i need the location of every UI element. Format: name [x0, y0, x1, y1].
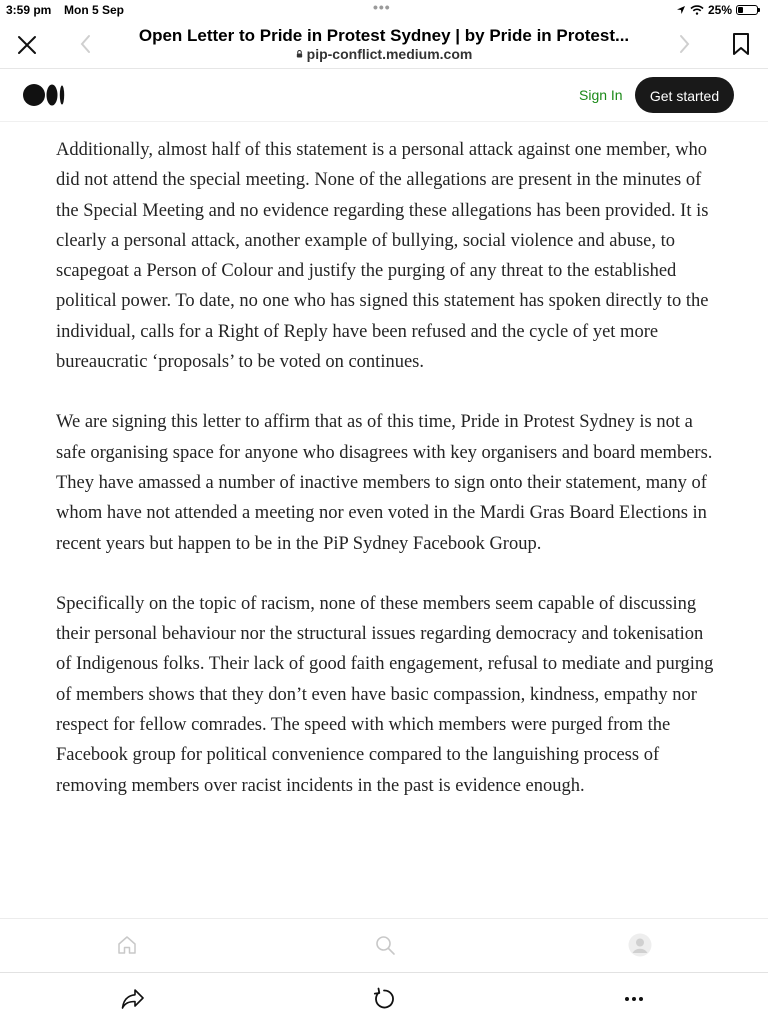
back-button[interactable]	[76, 31, 96, 57]
article-paragraph: Additionally, almost half of this statement is a personal attack against one member, who did not attend the special meeting. None of the allegations are present in the minutes of the Special Meeting and no evidence regarding these allegations has been provided. It is clearly a personal attack, another example of bullying, social violence and abuse, to scapegoat a Person of Colour and justify the purging of any threat to the established political power. To date, no one who has signed this statement has spoken directly to the individual, calls for a Right of Reply have been refused and the cycle of yet more bureaucratic ‘proposals’ to be voted on continues.	[56, 140, 709, 373]
location-icon	[676, 5, 686, 15]
lock-icon	[296, 50, 303, 58]
wifi-icon	[690, 5, 704, 15]
sign-in-link[interactable]: Sign In	[579, 87, 623, 103]
close-button[interactable]	[14, 32, 40, 58]
status-bar	[0, 0, 768, 20]
home-icon	[116, 934, 138, 956]
article-paragraph: We are signing this letter to affirm that as of this time, Pride in Protest Sydney is not a safe organising space for anyone who disagrees with key organisers and board members. They have amassed a number of inactive members to sign onto their statement, many of whom have not attended a meeting nor even voted in the Mardi Gras Board Elections in recent years but happen to be in the PiP Sydney Facebook Group.	[56, 412, 713, 554]
battery-icon	[736, 5, 758, 15]
url-text: pip-conflict.medium.com	[306, 46, 473, 62]
article-body	[56, 135, 716, 831]
status-right	[676, 3, 758, 17]
reload-icon	[371, 986, 397, 1012]
home-tab[interactable]	[116, 934, 138, 956]
page-title: Open Letter to Pride in Protest Sydney | by Pride in Protest...	[138, 26, 630, 45]
profile-icon	[628, 933, 652, 957]
close-icon	[14, 32, 40, 58]
profile-tab[interactable]	[628, 933, 652, 957]
medium-logo[interactable]	[22, 83, 66, 107]
site-header	[0, 69, 768, 122]
share-button[interactable]	[120, 987, 146, 1011]
multitasking-dots[interactable]: •••	[373, 0, 391, 15]
browser-top-bar	[0, 20, 768, 69]
title-url-area[interactable]	[110, 26, 658, 62]
status-date: Mon 5 Sep	[64, 3, 125, 17]
more-button[interactable]	[622, 986, 646, 1012]
get-started-button[interactable]: Get started	[635, 77, 734, 113]
search-icon	[374, 934, 396, 956]
battery-fill	[738, 7, 743, 13]
more-icon	[622, 986, 646, 1012]
url-row	[110, 46, 658, 62]
bookmark-icon	[730, 31, 752, 57]
article-paragraph: Specifically on the topic of racism, none of these members seem capable of discussing their personal behaviour nor the structural issues regarding democracy and tokenisation of Indigenous folks. Their lack of good faith engagement, refusal to mediate and purging of members shows that they don’t even have basic compassion, kindness, empathy nor respect for fellow comrades. The speed with which members were purged from the Facebook group for political convenience compared to the languishing process of removing members over racist incidents in the past is evidence enough.	[56, 593, 714, 796]
chevron-right-icon	[674, 31, 694, 57]
battery-percent: 25%	[707, 3, 732, 17]
reload-button[interactable]	[371, 986, 397, 1012]
status-time: 3:59 pm	[6, 3, 52, 17]
forward-button[interactable]	[674, 31, 694, 57]
search-tab[interactable]	[374, 934, 396, 956]
share-icon	[120, 987, 146, 1011]
browser-toolbar	[0, 972, 768, 1025]
chevron-left-icon	[76, 31, 96, 57]
app-tab-bar	[0, 918, 768, 972]
bookmark-button[interactable]	[730, 31, 752, 57]
medium-logo-icon	[22, 83, 66, 107]
